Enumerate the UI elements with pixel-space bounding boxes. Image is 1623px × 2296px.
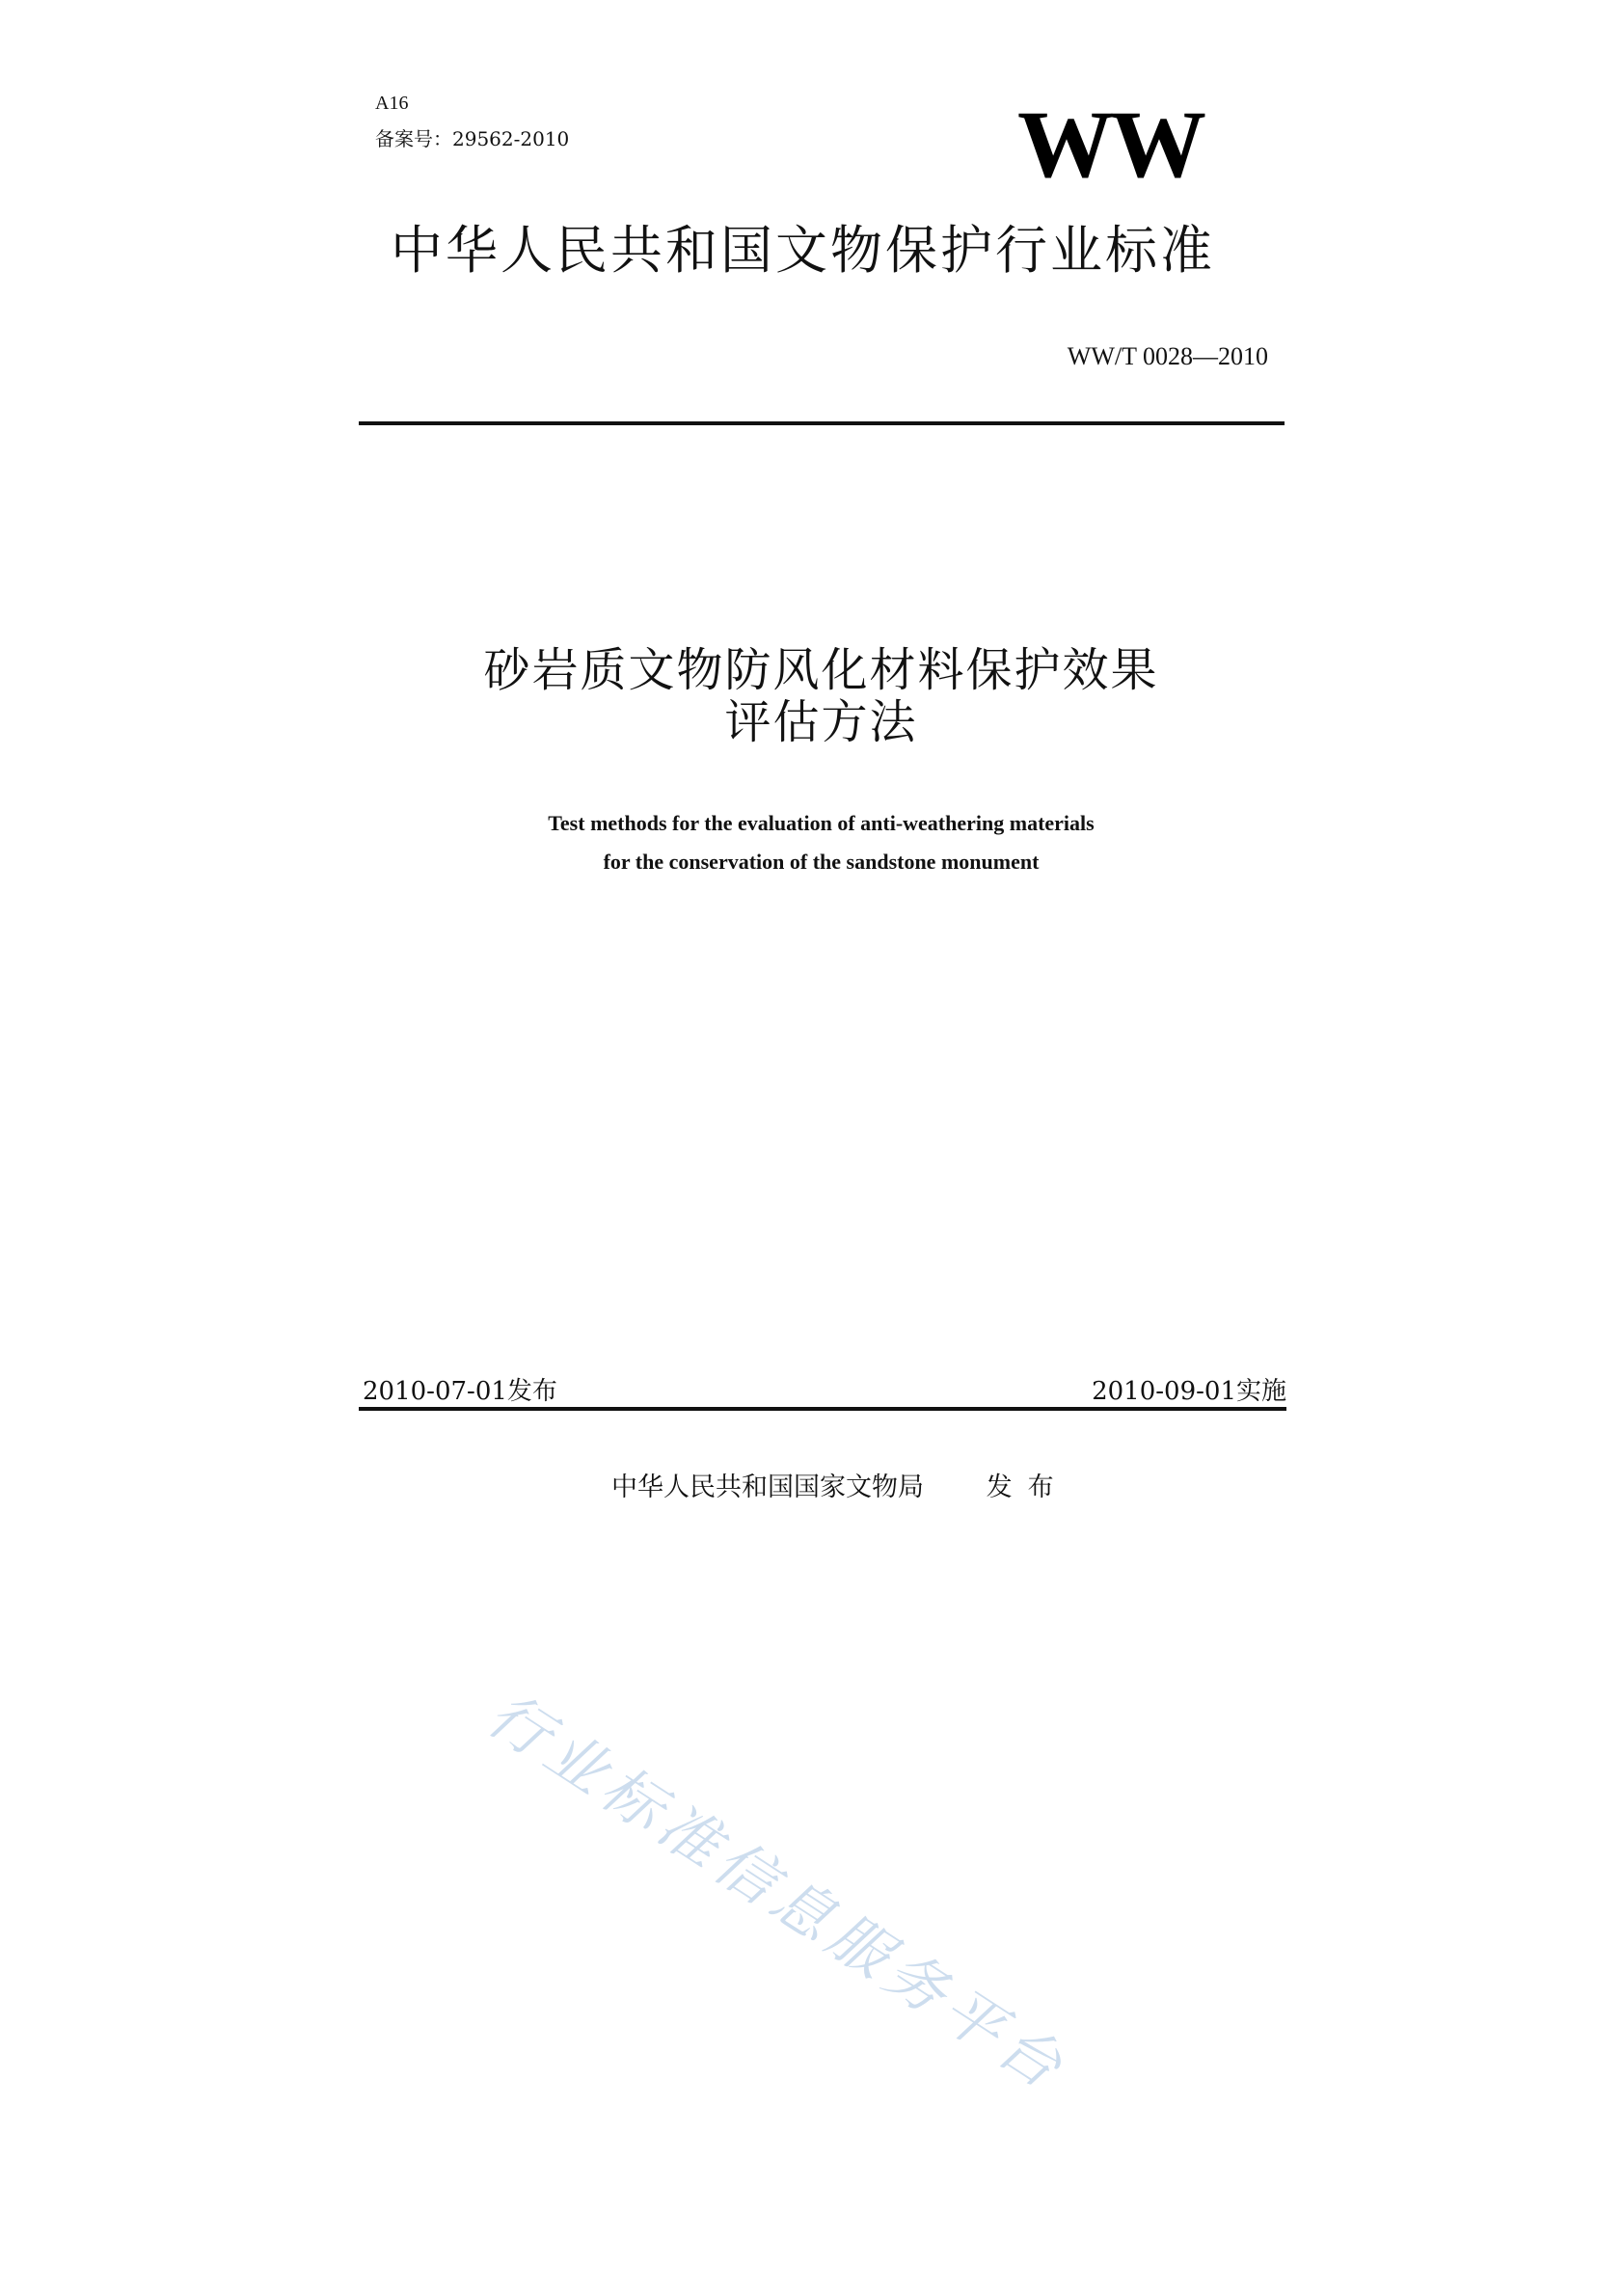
ww-logo: WW (1017, 91, 1203, 198)
document-title-en (0, 804, 1623, 881)
top-divider (359, 421, 1285, 425)
classification-code: A16 (375, 93, 409, 114)
issuer-name: 中华人民共和国国家文物局 (611, 1472, 924, 1502)
implementation-date: 2010-09-01实施 (1092, 1377, 1286, 1406)
title-cn-line-1: 砂岩质文物防风化材料保护效果 (483, 643, 1159, 697)
filing-number: 备案号：29562-2010 (375, 127, 570, 150)
bottom-divider (359, 1407, 1286, 1411)
issuer-action: 发布 (986, 1472, 1069, 1502)
document-title-cn (0, 644, 1623, 748)
standard-category: 中华人民共和国文物保护行业标准 (391, 220, 1215, 281)
issue-date: 2010-07-01发布 (363, 1377, 557, 1406)
date-row (363, 1371, 1286, 1410)
title-cn-line-2: 评估方法 (724, 695, 918, 750)
watermark: 行业标准信息服务平台 (475, 1678, 1081, 2106)
standard-number: WW/T 0028—2010 (1067, 342, 1268, 370)
title-en-line-1: Test methods for the evaluation of anti-weathering materials (548, 811, 1095, 835)
issuer-row (611, 1466, 1069, 1503)
title-en-line-2: for the conservation of the sandstone monument (603, 850, 1040, 874)
